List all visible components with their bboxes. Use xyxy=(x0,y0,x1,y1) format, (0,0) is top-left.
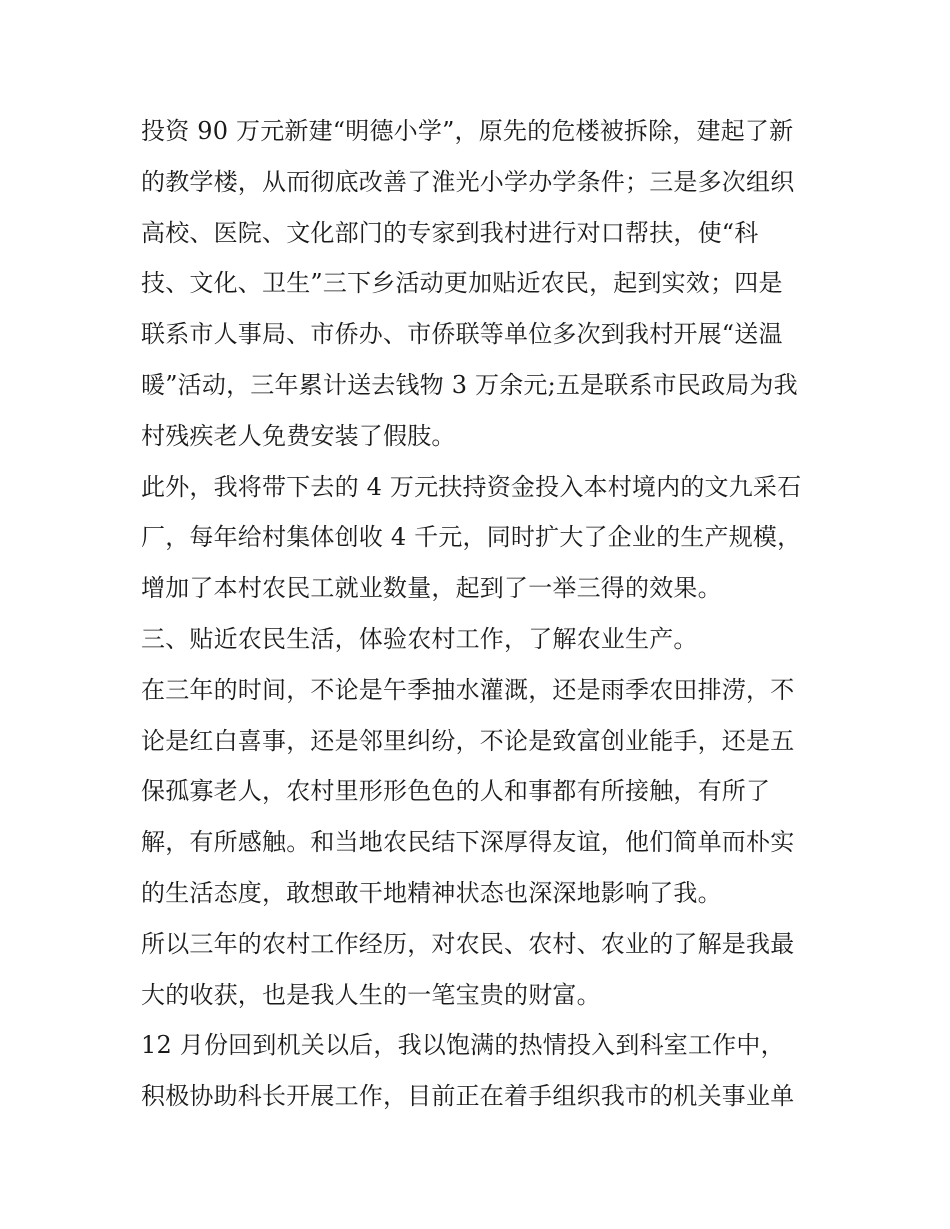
text-line: 的教学楼，从而彻底改善了淮光小学办学条件；三是多次组织 xyxy=(141,167,795,196)
text-line: 论是红白喜事，还是邻里纠纷，不论是致富创业能手，还是五 xyxy=(141,726,795,755)
document-body xyxy=(141,106,821,1122)
text-line: 高校、医院、文化部门的专家到我村进行对口帮扶，使“科 xyxy=(141,218,759,247)
paragraph-2 xyxy=(141,462,821,614)
text-line: 增加了本村农民工就业数量，起到了一举三得的效果。 xyxy=(141,574,722,603)
text-line: 暖”活动，三年累计送去钱物 3 万余元;五是联系市民政局为我 xyxy=(141,370,798,399)
text-line: 12 月份回到机关以后，我以饱满的热情投入到科室工作中， xyxy=(141,1031,785,1060)
text-line: 村残疾老人免费安装了假肢。 xyxy=(141,421,456,450)
text-line: 投资 90 万元新建“明德小学”，原先的危楼被拆除，建起了新 xyxy=(141,117,794,145)
section-heading xyxy=(141,614,821,665)
heading-line: 三、贴近农民生活，体验农村工作，了解农业生产。 xyxy=(141,624,698,653)
text-line: 技、文化、卫生”三下乡活动更加贴近农民，起到实效；四是 xyxy=(141,269,783,298)
paragraph-5 xyxy=(141,919,821,1021)
text-line: 此外，我将带下去的 4 万元扶持资金投入本村境内的文九采石 xyxy=(141,472,802,501)
paragraph-6 xyxy=(141,1020,821,1122)
paragraph-4 xyxy=(141,665,821,919)
text-line: 在三年的时间，不论是午季抽水灌溉，还是雨季农田排涝，不 xyxy=(141,675,795,704)
text-line: 的生活态度，敢想敢干地精神状态也深深地影响了我。 xyxy=(141,878,722,907)
text-line: 厂，每年给村集体创收 4 千元，同时扩大了企业的生产规模， xyxy=(141,523,802,552)
text-line: 联系市人事局、市侨办、市侨联等单位多次到我村开展“送温 xyxy=(141,320,783,349)
text-line: 所以三年的农村工作经历，对农民、农村、农业的了解是我最 xyxy=(141,929,795,958)
text-line: 积极协助科长开展工作，目前正在着手组织我市的机关事业单 xyxy=(141,1082,795,1111)
paragraph-1 xyxy=(141,106,821,462)
text-line: 大的收获，也是我人生的一笔宝贵的财富。 xyxy=(141,980,601,1009)
text-line: 解，有所感触。和当地农民结下深厚得友谊，他们简单而朴实 xyxy=(141,828,795,857)
text-line: 保孤寡老人，农村里形形色色的人和事都有所接触，有所了 xyxy=(141,777,771,806)
